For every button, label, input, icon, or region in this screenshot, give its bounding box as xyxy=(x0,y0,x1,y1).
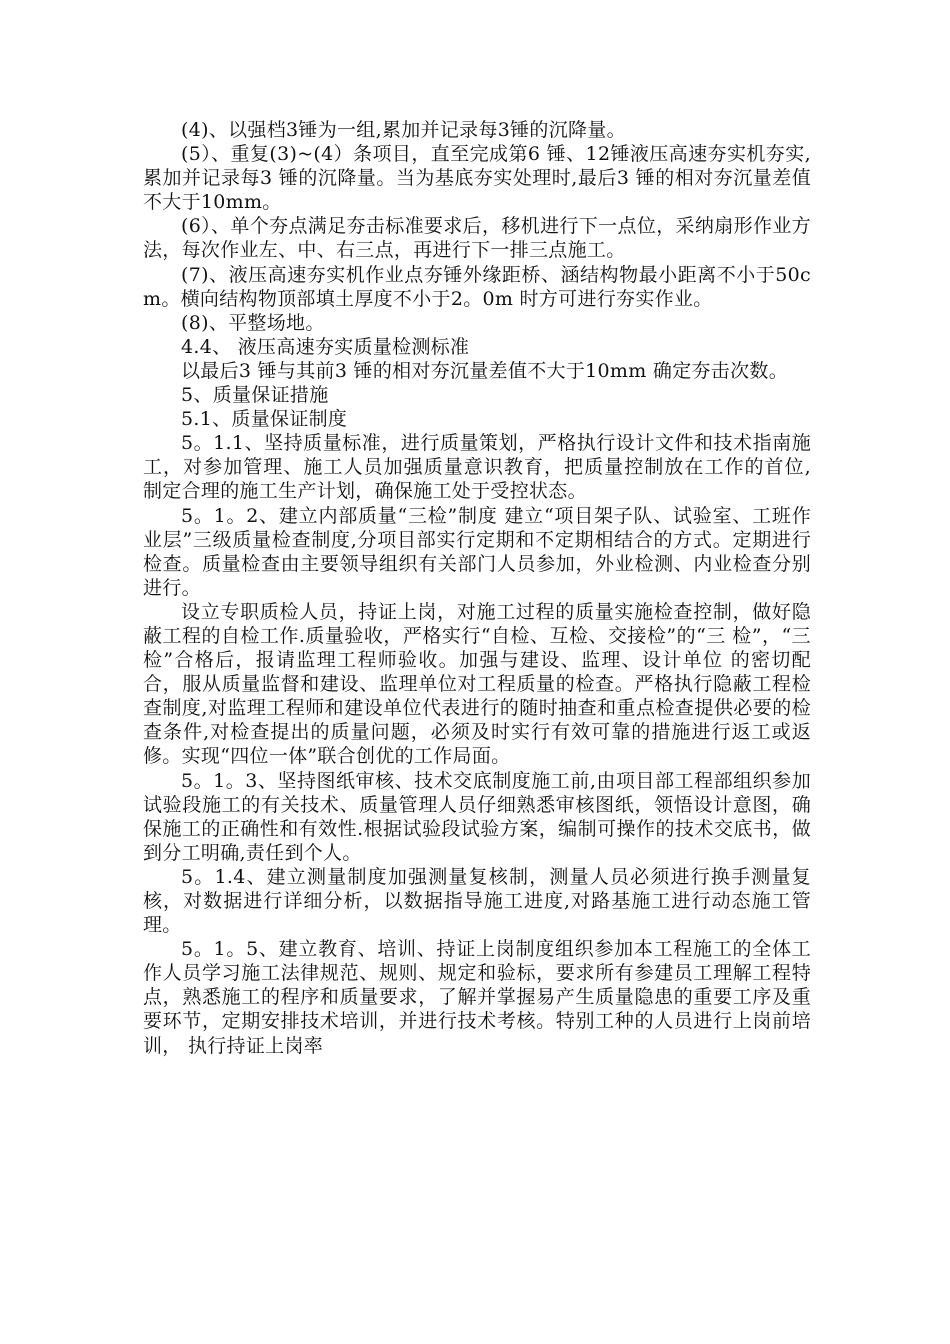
paragraph-5-1-4: 5。1.4、建立测量制度加强测量复核制，测量人员必须进行换手测量复核，对数据进行详细分析，以数据指导施工进度,对路基施工进行动态施工管理。 xyxy=(143,865,811,937)
paragraph-step-7: (7)、液压高速夯实机作业点夯锤外缘距桥、涵结构物最小距离不小于50cm。横向结构物顶部填土厚度不小于2。0m 时方可进行夯实作业。 xyxy=(143,263,811,310)
paragraph-5-1-1: 5。1.1、坚持质量标准，进行质量策划，严格执行设计文件和技术指南施工，对参加管理、施工人员加强质量意识教育，把质量控制放在工作的首位, 制定合理的施工生产计划，确保施工处于受控状态。 xyxy=(143,432,811,503)
section-heading-5-1: 5.1、质量保证制度 xyxy=(181,408,348,431)
paragraph-standard: 以最后3 锤与其前3 锤的相对夯沉量差值不大于10mm 确定夯击次数。 xyxy=(181,359,789,382)
paragraph-5-1-5: 5。1。5、建立教育、培训、持证上岗制度组织参加本工程施工的全体工作人员学习施工法律规范、规则、规定和验标，要求所有参建员工理解工程特点，熟悉施工的程序和质量要求，了解并掌握易产生质量隐患的重要工序及重要环节，定期安排技术培训，并进行技术考核。特别工种的人员进行上岗前培训， 执行持证上岗率 xyxy=(143,938,811,1057)
paragraph-5-1-3: 5。1。3、坚持图纸审核、技术交底制度施工前,由项目部工程部组织参加试验段施工的有关技术、质量管理人员仔细熟悉审核图纸，领悟设计意图，确保施工的正确性和有效性.根据试验段试验方案，编制可操作的技术交底书，做到分工明确,责任到个人。 xyxy=(143,769,811,864)
document-page xyxy=(143,118,811,1058)
paragraph-inspectors: 设立专职质检人员，持证上岗，对施工过程的质量实施检查控制，做好隐 蔽工程的自检工作.质量验收，严格实行“自检、互检、交接检”的“三 检”，“三检”合格后，报请监理工程师验收。加强与建设、监理、设计单位 的密切配合，服从质量监督和建设、监理单位对工程质量的检查。严格执行隐蔽工程检查制度,对监理工程师和建设单位代表进行的随时抽查和重点检查提供必要的检查条件,对检查提出的质量问题，必须及时实行有效可靠的措施进行返工或返修。实现“四位一体”联合创优的工作局面。 xyxy=(143,600,811,768)
paragraph-step-8: (8)、平整场地。 xyxy=(181,311,325,334)
section-heading-5: 5、质量保证措施 xyxy=(181,384,329,407)
paragraph-step-5: (5）、重复(3)~(4）条项目，直至完成第6 锤、12锤液压高速夯实机夯实,累加并记录每3 锤的沉降量。当为基底夯实处理时,最后3 锤的相对夯沉量差值不大于10mm。 xyxy=(143,143,811,214)
section-heading-4-4: 4.4、 液压高速夯实质量检测标准 xyxy=(181,335,470,358)
paragraph-5-1-2: 5。1。2、建立内部质量“三检”制度 建立“项目架子队、试验室、工班作业层”三级质量检查制度,分项目部实行定期和不定期相结合的方式。定期进行检查。质量检查由主要领导组织有关部门人员参加，外业检测、内业检查分别进行。 xyxy=(143,504,811,599)
paragraph-step-4: (4)、以强档3锤为一组,累加并记录每3锤的沉降量。 xyxy=(181,119,626,141)
paragraph-step-6: (6）、单个夯点满足夯击标准要求后，移机进行下一点位，采纳扇形作业方法，每次作业左、中、右三点，再进行下一排三点施工。 xyxy=(143,215,811,262)
